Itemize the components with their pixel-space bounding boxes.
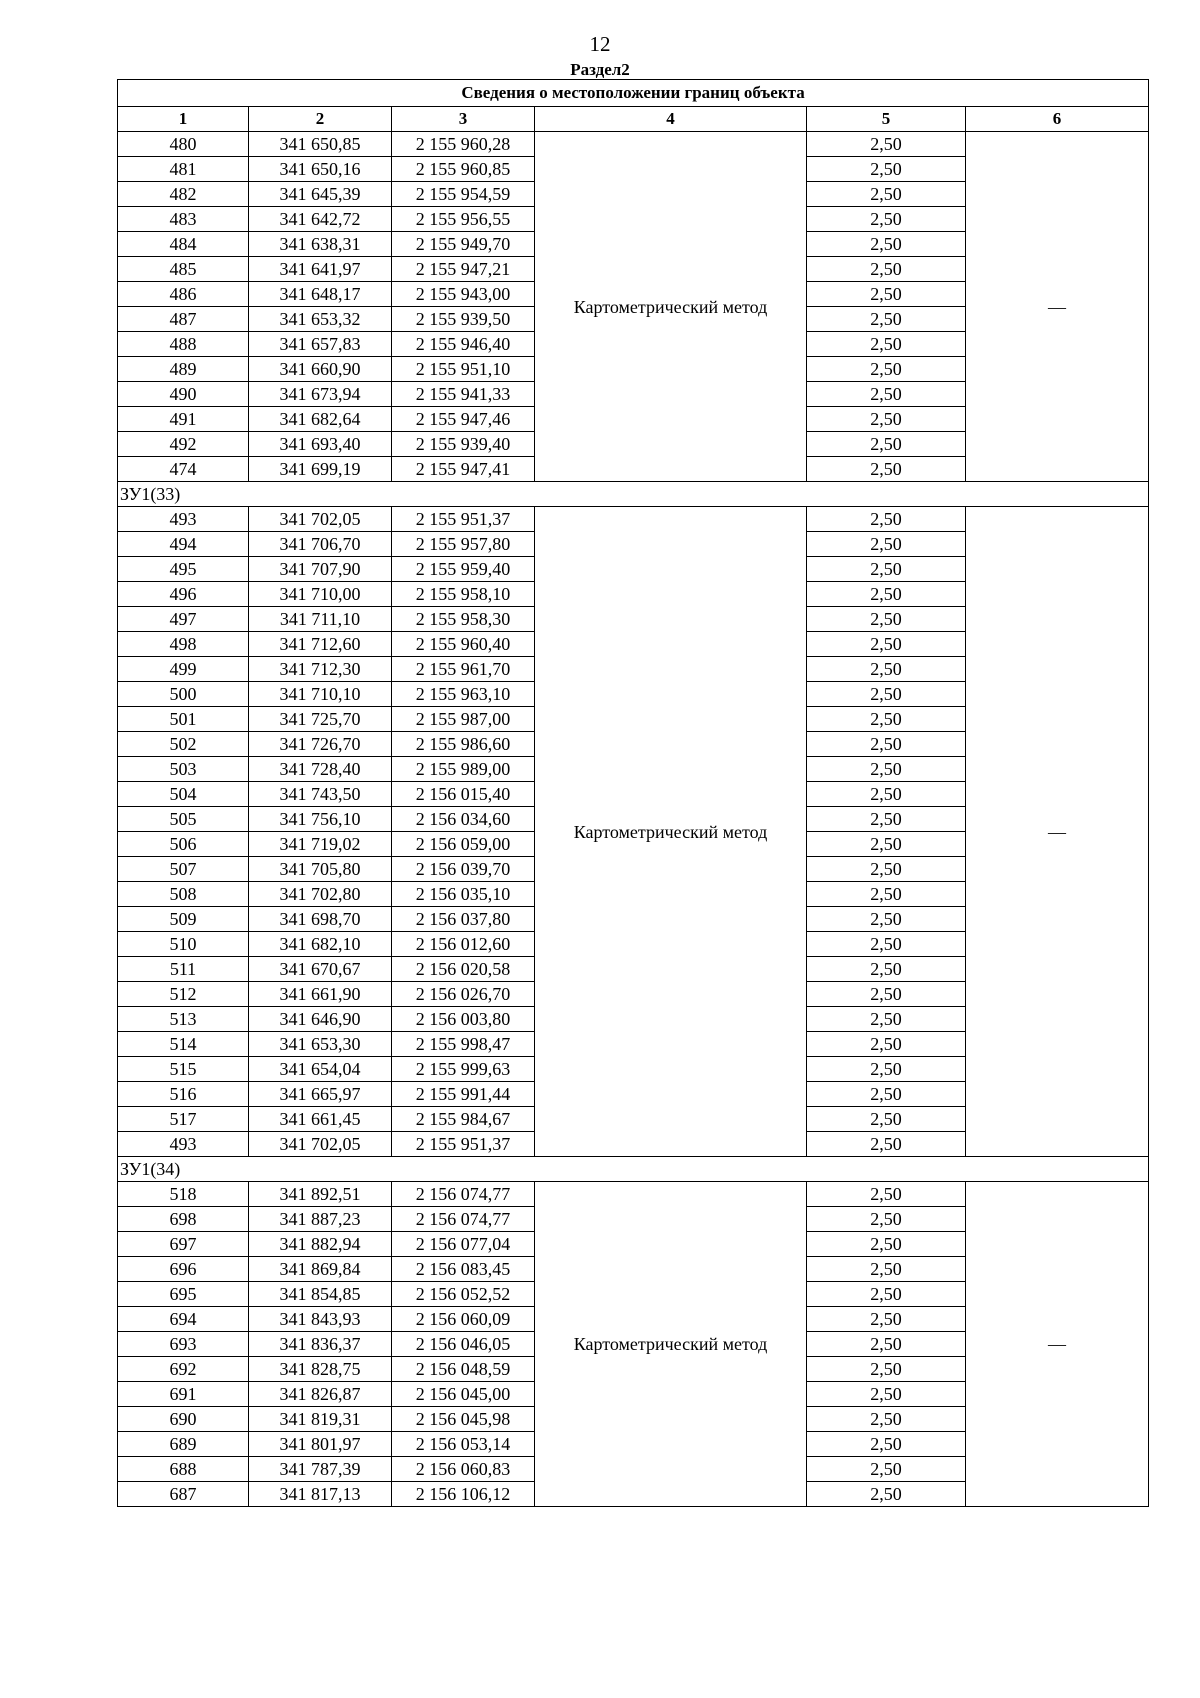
accuracy-cell: 2,50 — [807, 782, 966, 807]
accuracy-cell: 2,50 — [807, 657, 966, 682]
point-number-cell: 497 — [118, 607, 249, 632]
accuracy-cell: 2,50 — [807, 607, 966, 632]
accuracy-cell: 2,50 — [807, 382, 966, 407]
point-number-cell: 483 — [118, 207, 249, 232]
point-number-cell: 487 — [118, 307, 249, 332]
point-number-cell: 506 — [118, 832, 249, 857]
point-number-cell: 513 — [118, 1007, 249, 1032]
accuracy-cell: 2,50 — [807, 432, 966, 457]
y-coordinate-cell: 2 156 035,10 — [392, 882, 535, 907]
x-coordinate-cell: 341 673,94 — [249, 382, 392, 407]
y-coordinate-cell: 2 155 960,28 — [392, 132, 535, 157]
point-number-cell: 493 — [118, 1132, 249, 1157]
accuracy-cell: 2,50 — [807, 1482, 966, 1507]
boundary-coordinates-table — [117, 79, 1149, 1507]
point-number-cell: 508 — [118, 882, 249, 907]
y-coordinate-cell: 2 155 939,50 — [392, 307, 535, 332]
point-number-cell: 474 — [118, 457, 249, 482]
y-coordinate-cell: 2 156 003,80 — [392, 1007, 535, 1032]
accuracy-cell: 2,50 — [807, 207, 966, 232]
accuracy-cell: 2,50 — [807, 632, 966, 657]
x-coordinate-cell: 341 843,93 — [249, 1307, 392, 1332]
object-label-row — [118, 482, 1149, 507]
point-number-cell: 518 — [118, 1182, 249, 1207]
accuracy-cell: 2,50 — [807, 1407, 966, 1432]
column-header: 5 — [807, 107, 966, 132]
point-number-cell: 509 — [118, 907, 249, 932]
x-coordinate-cell: 341 698,70 — [249, 907, 392, 932]
y-coordinate-cell: 2 155 946,40 — [392, 332, 535, 357]
x-coordinate-cell: 341 836,37 — [249, 1332, 392, 1357]
x-coordinate-cell: 341 726,70 — [249, 732, 392, 757]
y-coordinate-cell: 2 155 959,40 — [392, 557, 535, 582]
point-number-cell: 493 — [118, 507, 249, 532]
point-number-cell: 500 — [118, 682, 249, 707]
point-number-cell: 499 — [118, 657, 249, 682]
accuracy-cell: 2,50 — [807, 1107, 966, 1132]
point-number-cell: 502 — [118, 732, 249, 757]
x-coordinate-cell: 341 725,70 — [249, 707, 392, 732]
column-header: 2 — [249, 107, 392, 132]
point-number-cell: 492 — [118, 432, 249, 457]
point-number-cell: 480 — [118, 132, 249, 157]
x-coordinate-cell: 341 648,17 — [249, 282, 392, 307]
y-coordinate-cell: 2 155 961,70 — [392, 657, 535, 682]
y-coordinate-cell: 2 155 941,33 — [392, 382, 535, 407]
y-coordinate-cell: 2 156 059,00 — [392, 832, 535, 857]
x-coordinate-cell: 341 665,97 — [249, 1082, 392, 1107]
point-number-cell: 695 — [118, 1282, 249, 1307]
accuracy-cell: 2,50 — [807, 757, 966, 782]
x-coordinate-cell: 341 657,83 — [249, 332, 392, 357]
point-number-cell: 692 — [118, 1357, 249, 1382]
x-coordinate-cell: 341 728,40 — [249, 757, 392, 782]
point-number-cell: 698 — [118, 1207, 249, 1232]
accuracy-cell: 2,50 — [807, 557, 966, 582]
accuracy-cell: 2,50 — [807, 732, 966, 757]
x-coordinate-cell: 341 660,90 — [249, 357, 392, 382]
accuracy-cell: 2,50 — [807, 1032, 966, 1057]
y-coordinate-cell: 2 155 958,30 — [392, 607, 535, 632]
point-number-cell: 488 — [118, 332, 249, 357]
x-coordinate-cell: 341 654,04 — [249, 1057, 392, 1082]
y-coordinate-cell: 2 155 951,10 — [392, 357, 535, 382]
point-number-cell: 486 — [118, 282, 249, 307]
accuracy-cell: 2,50 — [807, 257, 966, 282]
y-coordinate-cell: 2 155 987,00 — [392, 707, 535, 732]
y-coordinate-cell: 2 156 077,04 — [392, 1232, 535, 1257]
x-coordinate-cell: 341 787,39 — [249, 1457, 392, 1482]
point-number-cell: 504 — [118, 782, 249, 807]
accuracy-cell: 2,50 — [807, 357, 966, 382]
accuracy-cell: 2,50 — [807, 132, 966, 157]
point-number-cell: 484 — [118, 232, 249, 257]
y-coordinate-cell: 2 155 956,55 — [392, 207, 535, 232]
accuracy-cell: 2,50 — [807, 507, 966, 532]
y-coordinate-cell: 2 156 048,59 — [392, 1357, 535, 1382]
x-coordinate-cell: 341 817,13 — [249, 1482, 392, 1507]
point-number-cell: 490 — [118, 382, 249, 407]
x-coordinate-cell: 341 712,30 — [249, 657, 392, 682]
y-coordinate-cell: 2 156 052,52 — [392, 1282, 535, 1307]
y-coordinate-cell: 2 156 060,83 — [392, 1457, 535, 1482]
y-coordinate-cell: 2 155 951,37 — [392, 507, 535, 532]
method-cell: Картометрический метод — [535, 132, 807, 482]
y-coordinate-cell: 2 156 074,77 — [392, 1207, 535, 1232]
x-coordinate-cell: 341 645,39 — [249, 182, 392, 207]
table-caption: Сведения о местоположении границ объекта — [118, 80, 1149, 107]
x-coordinate-cell: 341 638,31 — [249, 232, 392, 257]
x-coordinate-cell: 341 653,32 — [249, 307, 392, 332]
point-number-cell: 494 — [118, 532, 249, 557]
accuracy-cell: 2,50 — [807, 1182, 966, 1207]
point-number-cell: 687 — [118, 1482, 249, 1507]
object-label: ЗУ1(33) — [118, 482, 1149, 507]
x-coordinate-cell: 341 819,31 — [249, 1407, 392, 1432]
accuracy-cell: 2,50 — [807, 182, 966, 207]
x-coordinate-cell: 341 705,80 — [249, 857, 392, 882]
accuracy-cell: 2,50 — [807, 682, 966, 707]
y-coordinate-cell: 2 156 046,05 — [392, 1332, 535, 1357]
object-label-row — [118, 1157, 1149, 1182]
y-coordinate-cell: 2 156 045,98 — [392, 1407, 535, 1432]
y-coordinate-cell: 2 156 074,77 — [392, 1182, 535, 1207]
point-number-cell: 697 — [118, 1232, 249, 1257]
y-coordinate-cell: 2 156 039,70 — [392, 857, 535, 882]
point-number-cell: 512 — [118, 982, 249, 1007]
y-coordinate-cell: 2 155 954,59 — [392, 182, 535, 207]
accuracy-cell: 2,50 — [807, 857, 966, 882]
y-coordinate-cell: 2 155 989,00 — [392, 757, 535, 782]
point-number-cell: 689 — [118, 1432, 249, 1457]
y-coordinate-cell: 2 156 045,00 — [392, 1382, 535, 1407]
column-header: 1 — [118, 107, 249, 132]
y-coordinate-cell: 2 156 015,40 — [392, 782, 535, 807]
x-coordinate-cell: 341 710,10 — [249, 682, 392, 707]
y-coordinate-cell: 2 155 951,37 — [392, 1132, 535, 1157]
x-coordinate-cell: 341 719,02 — [249, 832, 392, 857]
y-coordinate-cell: 2 155 999,63 — [392, 1057, 535, 1082]
point-number-cell: 690 — [118, 1407, 249, 1432]
accuracy-cell: 2,50 — [807, 932, 966, 957]
point-number-cell: 516 — [118, 1082, 249, 1107]
y-coordinate-cell: 2 156 012,60 — [392, 932, 535, 957]
point-number-cell: 517 — [118, 1107, 249, 1132]
accuracy-cell: 2,50 — [807, 882, 966, 907]
y-coordinate-cell: 2 156 026,70 — [392, 982, 535, 1007]
y-coordinate-cell: 2 155 960,40 — [392, 632, 535, 657]
x-coordinate-cell: 341 887,23 — [249, 1207, 392, 1232]
x-coordinate-cell: 341 699,19 — [249, 457, 392, 482]
accuracy-cell: 2,50 — [807, 1007, 966, 1032]
accuracy-cell: 2,50 — [807, 1357, 966, 1382]
point-number-cell: 688 — [118, 1457, 249, 1482]
accuracy-cell: 2,50 — [807, 1057, 966, 1082]
y-coordinate-cell: 2 155 960,85 — [392, 157, 535, 182]
y-coordinate-cell: 2 156 037,80 — [392, 907, 535, 932]
point-number-cell: 489 — [118, 357, 249, 382]
accuracy-cell: 2,50 — [807, 1382, 966, 1407]
accuracy-cell: 2,50 — [807, 407, 966, 432]
x-coordinate-cell: 341 661,45 — [249, 1107, 392, 1132]
table-caption-row — [118, 80, 1149, 107]
x-coordinate-cell: 341 826,87 — [249, 1382, 392, 1407]
point-number-cell: 501 — [118, 707, 249, 732]
x-coordinate-cell: 341 743,50 — [249, 782, 392, 807]
accuracy-cell: 2,50 — [807, 1232, 966, 1257]
y-coordinate-cell: 2 156 083,45 — [392, 1257, 535, 1282]
y-coordinate-cell: 2 155 963,10 — [392, 682, 535, 707]
y-coordinate-cell: 2 155 939,40 — [392, 432, 535, 457]
note-cell: — — [966, 1182, 1149, 1507]
table-body — [118, 132, 1149, 1507]
accuracy-cell: 2,50 — [807, 1332, 966, 1357]
x-coordinate-cell: 341 710,00 — [249, 582, 392, 607]
y-coordinate-cell: 2 156 020,58 — [392, 957, 535, 982]
point-number-cell: 498 — [118, 632, 249, 657]
x-coordinate-cell: 341 702,05 — [249, 1132, 392, 1157]
x-coordinate-cell: 341 882,94 — [249, 1232, 392, 1257]
x-coordinate-cell: 341 828,75 — [249, 1357, 392, 1382]
x-coordinate-cell: 341 646,90 — [249, 1007, 392, 1032]
accuracy-cell: 2,50 — [807, 1207, 966, 1232]
object-label: ЗУ1(34) — [118, 1157, 1149, 1182]
accuracy-cell: 2,50 — [807, 282, 966, 307]
y-coordinate-cell: 2 155 947,46 — [392, 407, 535, 432]
accuracy-cell: 2,50 — [807, 332, 966, 357]
point-number-cell: 693 — [118, 1332, 249, 1357]
x-coordinate-cell: 341 854,85 — [249, 1282, 392, 1307]
column-number-row — [118, 107, 1149, 132]
accuracy-cell: 2,50 — [807, 1307, 966, 1332]
point-number-cell: 515 — [118, 1057, 249, 1082]
method-cell: Картометрический метод — [535, 507, 807, 1157]
table-row — [118, 132, 1149, 157]
point-number-cell: 503 — [118, 757, 249, 782]
point-number-cell: 496 — [118, 582, 249, 607]
x-coordinate-cell: 341 892,51 — [249, 1182, 392, 1207]
section-title: Раздел2 — [570, 60, 630, 79]
accuracy-cell: 2,50 — [807, 832, 966, 857]
y-coordinate-cell: 2 155 984,67 — [392, 1107, 535, 1132]
column-header: 4 — [535, 107, 807, 132]
point-number-cell: 514 — [118, 1032, 249, 1057]
point-number-cell: 495 — [118, 557, 249, 582]
point-number-cell: 510 — [118, 932, 249, 957]
table-row — [118, 1182, 1149, 1207]
x-coordinate-cell: 341 693,40 — [249, 432, 392, 457]
point-number-cell: 482 — [118, 182, 249, 207]
accuracy-cell: 2,50 — [807, 1457, 966, 1482]
x-coordinate-cell: 341 661,90 — [249, 982, 392, 1007]
accuracy-cell: 2,50 — [807, 307, 966, 332]
accuracy-cell: 2,50 — [807, 532, 966, 557]
point-number-cell: 507 — [118, 857, 249, 882]
y-coordinate-cell: 2 155 947,21 — [392, 257, 535, 282]
x-coordinate-cell: 341 670,67 — [249, 957, 392, 982]
x-coordinate-cell: 341 712,60 — [249, 632, 392, 657]
point-number-cell: 491 — [118, 407, 249, 432]
accuracy-cell: 2,50 — [807, 157, 966, 182]
accuracy-cell: 2,50 — [807, 1132, 966, 1157]
accuracy-cell: 2,50 — [807, 907, 966, 932]
x-coordinate-cell: 341 706,70 — [249, 532, 392, 557]
accuracy-cell: 2,50 — [807, 582, 966, 607]
accuracy-cell: 2,50 — [807, 1082, 966, 1107]
point-number-cell: 485 — [118, 257, 249, 282]
x-coordinate-cell: 341 711,10 — [249, 607, 392, 632]
point-number-cell: 694 — [118, 1307, 249, 1332]
accuracy-cell: 2,50 — [807, 982, 966, 1007]
x-coordinate-cell: 341 801,97 — [249, 1432, 392, 1457]
x-coordinate-cell: 341 650,16 — [249, 157, 392, 182]
x-coordinate-cell: 341 707,90 — [249, 557, 392, 582]
accuracy-cell: 2,50 — [807, 457, 966, 482]
point-number-cell: 481 — [118, 157, 249, 182]
point-number-cell: 511 — [118, 957, 249, 982]
y-coordinate-cell: 2 155 957,80 — [392, 532, 535, 557]
y-coordinate-cell: 2 155 949,70 — [392, 232, 535, 257]
accuracy-cell: 2,50 — [807, 807, 966, 832]
point-number-cell: 691 — [118, 1382, 249, 1407]
note-cell: — — [966, 132, 1149, 482]
y-coordinate-cell: 2 155 998,47 — [392, 1032, 535, 1057]
y-coordinate-cell: 2 156 106,12 — [392, 1482, 535, 1507]
x-coordinate-cell: 341 641,97 — [249, 257, 392, 282]
y-coordinate-cell: 2 155 986,60 — [392, 732, 535, 757]
x-coordinate-cell: 341 682,64 — [249, 407, 392, 432]
page-number: 12 — [589, 32, 611, 56]
note-cell: — — [966, 507, 1149, 1157]
column-header: 6 — [966, 107, 1149, 132]
y-coordinate-cell: 2 156 034,60 — [392, 807, 535, 832]
x-coordinate-cell: 341 682,10 — [249, 932, 392, 957]
x-coordinate-cell: 341 653,30 — [249, 1032, 392, 1057]
point-number-cell: 696 — [118, 1257, 249, 1282]
y-coordinate-cell: 2 155 943,00 — [392, 282, 535, 307]
x-coordinate-cell: 341 702,05 — [249, 507, 392, 532]
y-coordinate-cell: 2 156 060,09 — [392, 1307, 535, 1332]
accuracy-cell: 2,50 — [807, 1432, 966, 1457]
y-coordinate-cell: 2 155 991,44 — [392, 1082, 535, 1107]
x-coordinate-cell: 341 756,10 — [249, 807, 392, 832]
x-coordinate-cell: 341 869,84 — [249, 1257, 392, 1282]
y-coordinate-cell: 2 156 053,14 — [392, 1432, 535, 1457]
x-coordinate-cell: 341 650,85 — [249, 132, 392, 157]
x-coordinate-cell: 341 642,72 — [249, 207, 392, 232]
accuracy-cell: 2,50 — [807, 232, 966, 257]
column-header: 3 — [392, 107, 535, 132]
method-cell: Картометрический метод — [535, 1182, 807, 1507]
accuracy-cell: 2,50 — [807, 1282, 966, 1307]
table-row — [118, 507, 1149, 532]
accuracy-cell: 2,50 — [807, 1257, 966, 1282]
y-coordinate-cell: 2 155 947,41 — [392, 457, 535, 482]
point-number-cell: 505 — [118, 807, 249, 832]
y-coordinate-cell: 2 155 958,10 — [392, 582, 535, 607]
accuracy-cell: 2,50 — [807, 707, 966, 732]
x-coordinate-cell: 341 702,80 — [249, 882, 392, 907]
accuracy-cell: 2,50 — [807, 957, 966, 982]
